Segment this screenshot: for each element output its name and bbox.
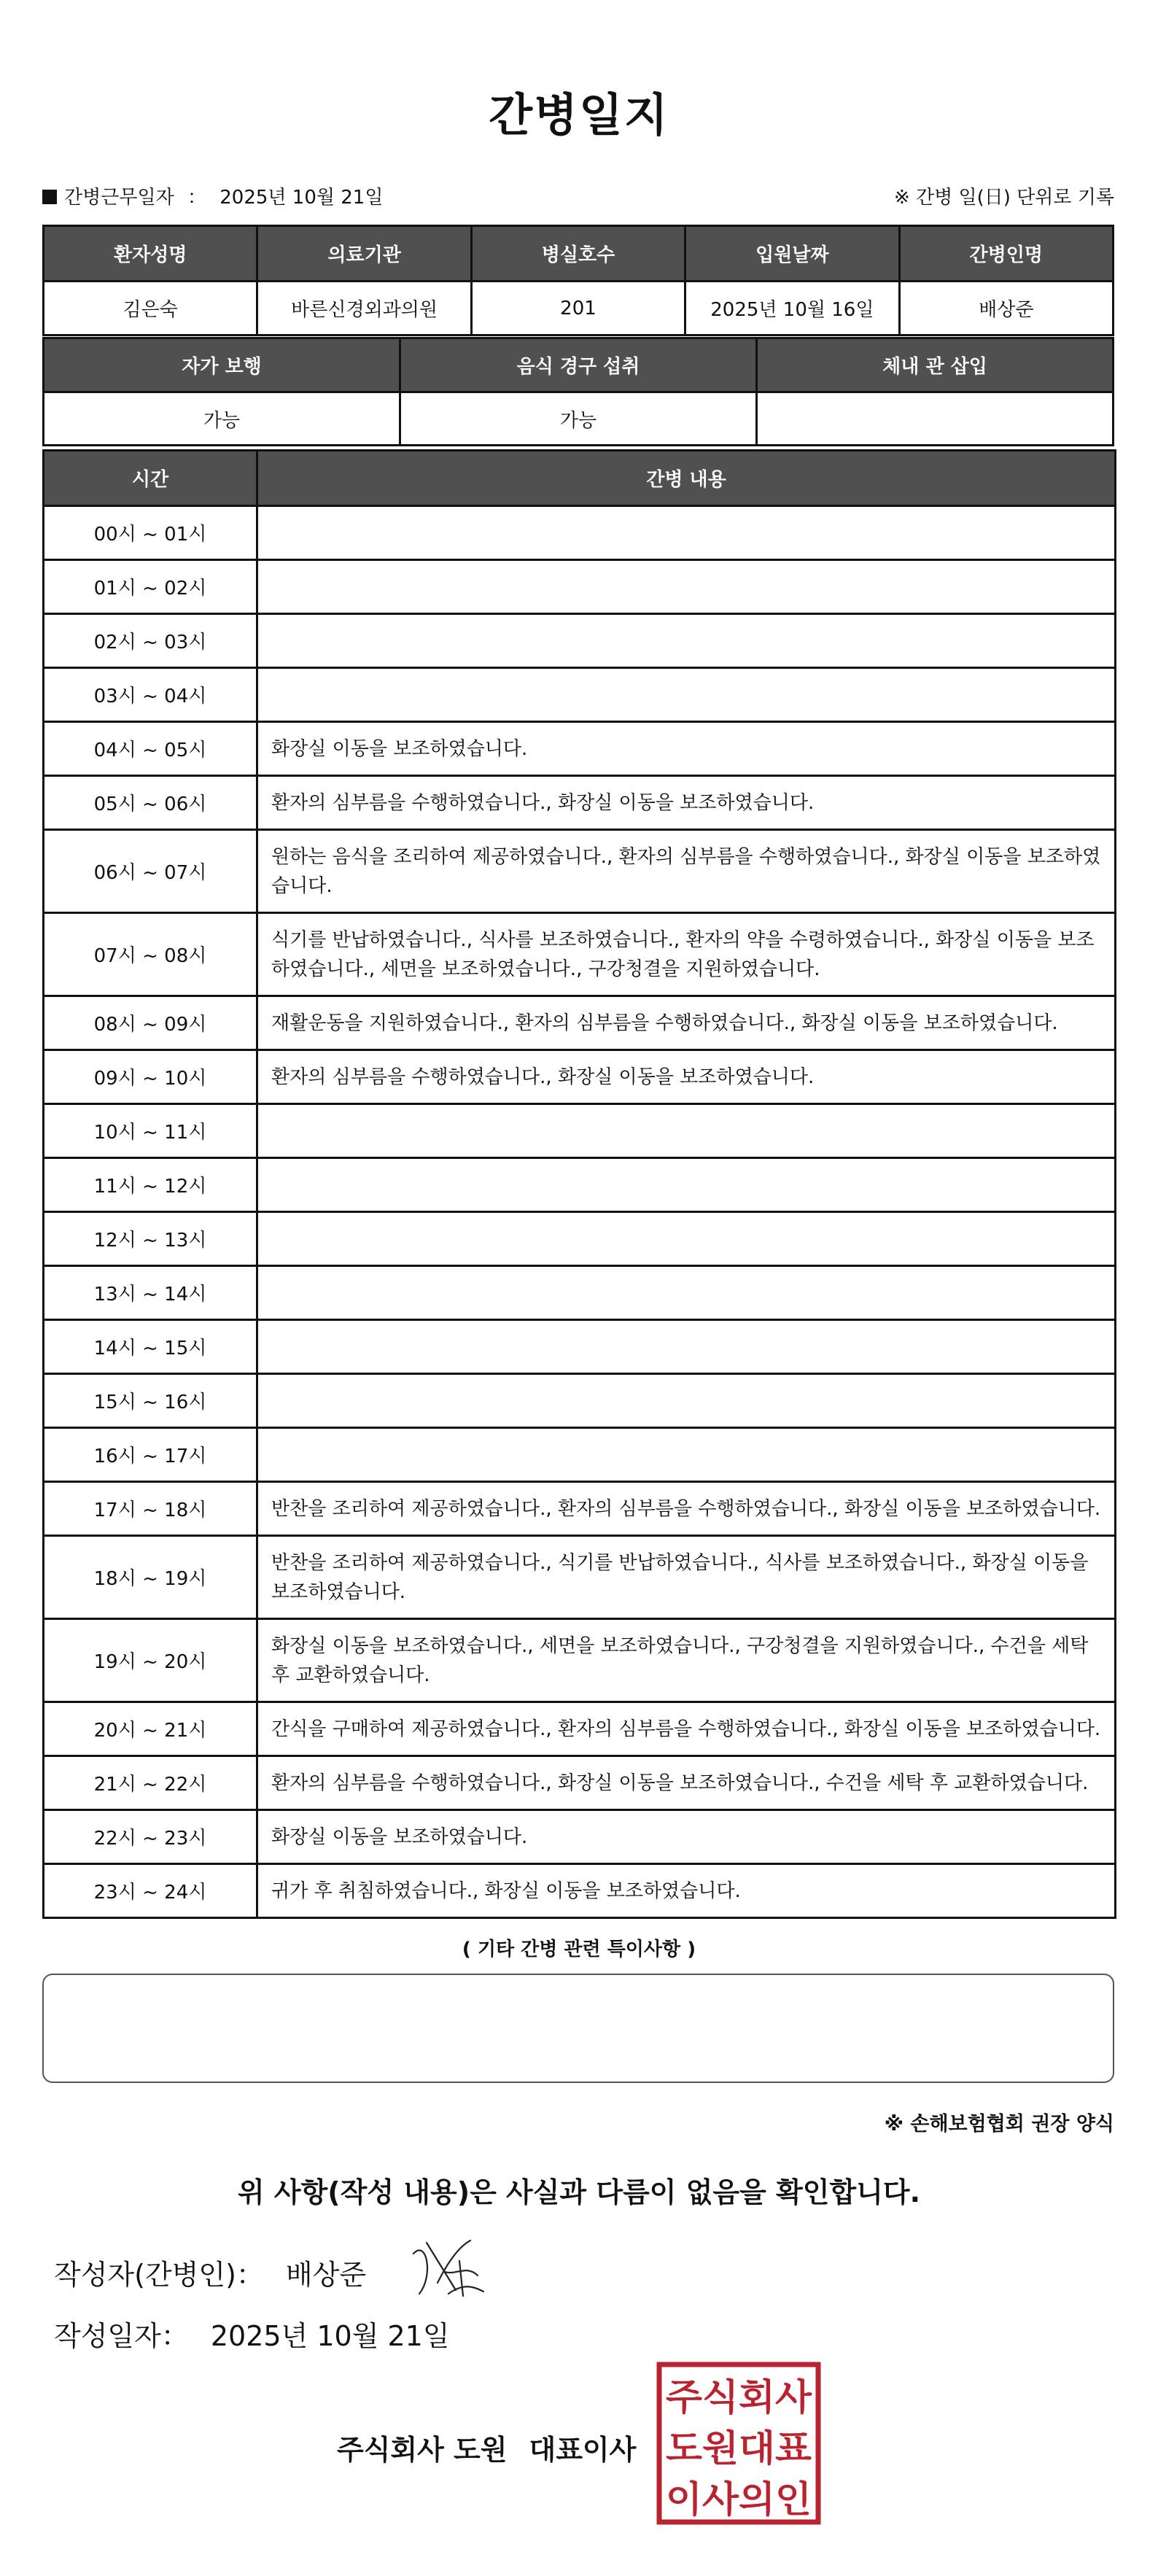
table-row xyxy=(44,1320,1116,1374)
status-header: 자가 보행 xyxy=(44,338,400,392)
room-number: 201 xyxy=(471,282,685,335)
content-cell: 귀가 후 취침하였습니다., 화장실 이동을 보조하였습니다. xyxy=(257,1864,1116,1918)
table-row xyxy=(44,614,1116,668)
time-cell: 02시 ~ 03시 xyxy=(44,614,257,668)
content-cell xyxy=(257,1428,1116,1482)
status-header: 체내 관 삽입 xyxy=(757,338,1114,392)
seal-line-1: 주식회사 xyxy=(666,2376,812,2418)
table-row xyxy=(44,830,1116,913)
company-representative: 대표이사 xyxy=(529,2434,637,2466)
table-row xyxy=(44,506,1116,560)
time-cell: 04시 ~ 05시 xyxy=(44,722,257,776)
time-cell: 10시 ~ 11시 xyxy=(44,1104,257,1158)
caregiver-name: 배상준 xyxy=(899,282,1113,335)
table-row xyxy=(44,913,1116,996)
signature-image xyxy=(405,2232,489,2301)
confirmation-text: 위 사항(작성 내용)은 사실과 다름이 없음을 확인합니다. xyxy=(237,2176,921,2208)
table-row xyxy=(44,668,1116,722)
table-row xyxy=(44,1702,1116,1756)
table-row xyxy=(44,996,1116,1050)
written-date-label: 작성일자： xyxy=(54,2320,189,2352)
time-cell: 07시 ~ 08시 xyxy=(44,913,257,996)
content-cell: 화장실 이동을 보조하였습니다. xyxy=(257,722,1116,776)
table-row xyxy=(44,1864,1116,1918)
content-cell: 환자의 심부름을 수행하였습니다., 화장실 이동을 보조하였습니다. xyxy=(257,1050,1116,1104)
special-notes-title: ( 기타 간병 관련 특이사항 ) xyxy=(462,1939,696,1960)
table-row xyxy=(44,560,1116,614)
table-row xyxy=(44,1619,1116,1702)
table-row xyxy=(44,1104,1116,1158)
content-cell xyxy=(257,506,1116,560)
time-cell: 11시 ~ 12시 xyxy=(44,1158,257,1212)
time-cell: 22시 ~ 23시 xyxy=(44,1810,257,1864)
content-cell: 반찬을 조리하여 제공하였습니다., 환자의 심부름을 수행하였습니다., 화장실 이동을 보조하였습니다. xyxy=(257,1482,1116,1536)
admission-date: 2025년 10월 16일 xyxy=(685,282,899,335)
table-row xyxy=(44,1374,1116,1428)
time-cell: 23시 ~ 24시 xyxy=(44,1864,257,1918)
time-cell: 21시 ~ 22시 xyxy=(44,1756,257,1810)
table-row xyxy=(44,1212,1116,1266)
record-note: ※ 간병 일(日) 단위로 기록 xyxy=(893,187,1114,209)
table-row xyxy=(44,1050,1116,1104)
log-header-time: 시간 xyxy=(44,451,257,506)
self-walking-value: 가능 xyxy=(44,392,400,446)
content-cell: 화장실 이동을 보조하였습니다., 세면을 보조하였습니다., 구강청결을 지원하였습니다., 수건을 세탁 후 교환하였습니다. xyxy=(257,1619,1116,1702)
time-cell: 08시 ~ 09시 xyxy=(44,996,257,1050)
content-cell xyxy=(257,1104,1116,1158)
time-cell: 00시 ~ 01시 xyxy=(44,506,257,560)
table-row xyxy=(44,1428,1116,1482)
time-cell: 17시 ~ 18시 xyxy=(44,1482,257,1536)
table-row xyxy=(44,722,1116,776)
seal-line-3: 이사의인 xyxy=(666,2478,812,2521)
content-cell xyxy=(257,1374,1116,1428)
care-log-table xyxy=(42,449,1116,1919)
status-header: 음식 경구 섭취 xyxy=(400,338,757,392)
page-title: 간병일지 xyxy=(489,88,669,141)
table-row xyxy=(44,776,1116,830)
time-cell: 09시 ~ 10시 xyxy=(44,1050,257,1104)
info-header: 병실호수 xyxy=(471,226,685,282)
content-cell: 환자의 심부름을 수행하였습니다., 화장실 이동을 보조하였습니다. xyxy=(257,776,1116,830)
company-line xyxy=(337,2427,636,2467)
writer-label: 작성자(간병인)： xyxy=(54,2259,264,2291)
patient-status-table xyxy=(42,337,1114,446)
content-cell: 반찬을 조리하여 제공하였습니다., 식기를 반납하였습니다., 식사를 보조하였습니다., 화장실 이동을 보조하였습니다. xyxy=(257,1536,1116,1619)
work-date xyxy=(42,182,383,209)
patient-name: 김은숙 xyxy=(44,282,257,335)
content-cell: 식기를 반납하였습니다., 식사를 보조하였습니다., 환자의 약을 수령하였습니다., 화장실 이동을 보조하였습니다., 세면을 보조하였습니다., 구강청결을 지원하였습니다. xyxy=(257,913,1116,996)
time-cell: 20시 ~ 21시 xyxy=(44,1702,257,1756)
time-cell: 15시 ~ 16시 xyxy=(44,1374,257,1428)
oral-intake-value: 가능 xyxy=(400,392,757,446)
table-row xyxy=(44,1756,1116,1810)
info-header: 의료기관 xyxy=(257,226,471,282)
tube-insertion-value xyxy=(757,392,1114,446)
table-row xyxy=(44,1810,1116,1864)
table-row xyxy=(44,1482,1116,1536)
content-cell xyxy=(257,668,1116,722)
special-notes-box xyxy=(42,1974,1114,2083)
work-date-label: 간병근무일자 xyxy=(64,187,174,209)
seal-line-2: 도원대표 xyxy=(666,2427,812,2470)
square-bullet-icon xyxy=(42,190,57,204)
writer-name: 배상준 xyxy=(285,2259,367,2291)
content-cell: 재활운동을 지원하였습니다., 환자의 심부름을 수행하였습니다., 화장실 이동을 보조하였습니다. xyxy=(257,996,1116,1050)
table-row xyxy=(44,1536,1116,1619)
content-cell xyxy=(257,1212,1116,1266)
time-cell: 03시 ~ 04시 xyxy=(44,668,257,722)
time-cell: 18시 ~ 19시 xyxy=(44,1536,257,1619)
content-cell xyxy=(257,1320,1116,1374)
content-cell: 화장실 이동을 보조하였습니다. xyxy=(257,1810,1116,1864)
content-cell: 간식을 구매하여 제공하였습니다., 환자의 심부름을 수행하였습니다., 화장실 이동을 보조하였습니다. xyxy=(257,1702,1116,1756)
time-cell: 01시 ~ 02시 xyxy=(44,560,257,614)
content-cell xyxy=(257,1158,1116,1212)
info-header: 환자성명 xyxy=(44,226,257,282)
patient-info-table xyxy=(42,225,1114,336)
time-cell: 13시 ~ 14시 xyxy=(44,1266,257,1320)
written-date-line xyxy=(54,2313,450,2354)
work-date-line xyxy=(42,182,1114,212)
work-date-sep: ： xyxy=(187,187,206,209)
content-cell: 환자의 심부름을 수행하였습니다., 화장실 이동을 보조하였습니다., 수건을 세탁 후 교환하였습니다. xyxy=(257,1756,1116,1810)
written-date-value: 2025년 10월 21일 xyxy=(210,2320,450,2352)
medical-institution: 바른신경외과의원 xyxy=(257,282,471,335)
time-cell: 14시 ~ 15시 xyxy=(44,1320,257,1374)
table-row xyxy=(44,1266,1116,1320)
content-cell xyxy=(257,614,1116,668)
log-header-content: 간병 내용 xyxy=(257,451,1116,506)
company-name: 주식회사 도원 xyxy=(337,2434,508,2466)
info-header: 입원날짜 xyxy=(685,226,899,282)
content-cell xyxy=(257,1266,1116,1320)
time-cell: 12시 ~ 13시 xyxy=(44,1212,257,1266)
company-seal-stamp xyxy=(656,2362,821,2525)
time-cell: 06시 ~ 07시 xyxy=(44,830,257,913)
insurance-note: ※ 손해보험협회 권장 양식 xyxy=(884,2113,1114,2135)
time-cell: 16시 ~ 17시 xyxy=(44,1428,257,1482)
table-row xyxy=(44,1158,1116,1212)
content-cell xyxy=(257,560,1116,614)
time-cell: 05시 ~ 06시 xyxy=(44,776,257,830)
time-cell: 19시 ~ 20시 xyxy=(44,1619,257,1702)
content-cell: 원하는 음식을 조리하여 제공하였습니다., 환자의 심부름을 수행하였습니다., 화장실 이동을 보조하였습니다. xyxy=(257,830,1116,913)
info-header: 간병인명 xyxy=(899,226,1113,282)
writer-line xyxy=(54,2252,366,2292)
work-date-value: 2025년 10월 21일 xyxy=(219,187,384,209)
